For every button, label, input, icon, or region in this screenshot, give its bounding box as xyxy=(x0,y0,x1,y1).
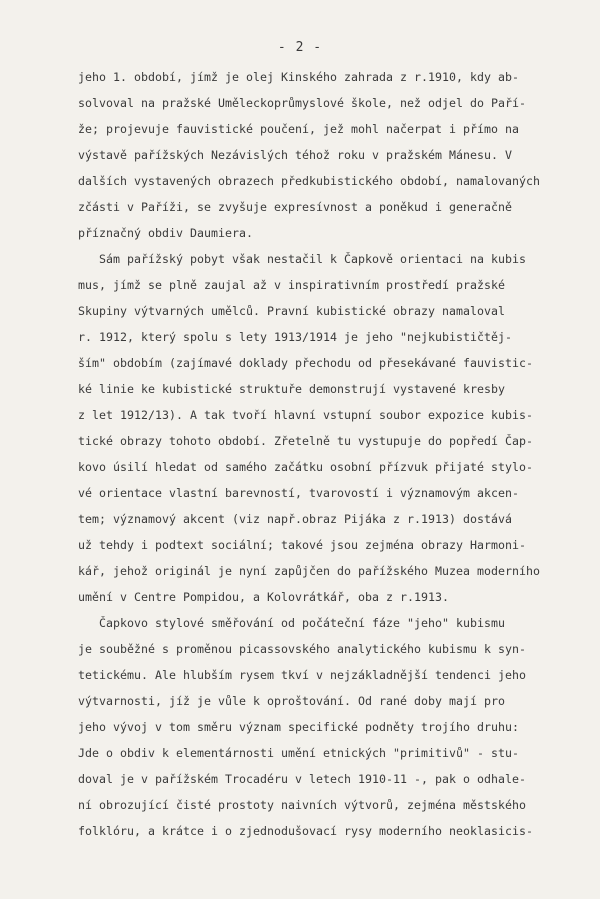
text-line: je souběžné s proměnou picassovského analytického kubismu k syn- xyxy=(78,642,527,656)
text-line: výstavě pařížských Nezávislých téhož roku v pražském Mánesu. V xyxy=(78,148,513,162)
typewritten-text xyxy=(78,64,593,844)
text-line: dalších vystavených obrazech předkubistického období, namalovaných xyxy=(78,174,541,188)
text-line: folklóru, a krátce i o zjednodušovací rysy moderního neoklasicis- xyxy=(78,824,534,838)
text-line: už tehdy i podtext sociální; takové jsou zejména obrazy Harmoni- xyxy=(78,538,527,552)
text-line: tem; významový akcent (viz např.obraz Pijáka z r.1913) dostává xyxy=(78,512,513,526)
text-line: vé orientace vlastní barevností, tvarovostí i významovým akcen- xyxy=(78,486,520,500)
text-line: z let 1912/13). A tak tvoří hlavní vstupní soubor expozice kubis- xyxy=(78,408,534,422)
text-line: výtvarnosti, jíž je vůle k oproštování. Od rané doby mají pro xyxy=(78,694,506,708)
text-line: Čapkovo stylové směřování od počáteční fáze "jeho" kubismu xyxy=(78,616,506,630)
text-line: zčásti v Paříži, se zvyšuje expresívnost a poněkud i generačně xyxy=(78,200,513,214)
text-line: Skupiny výtvarných umělců. Pravní kubistické obrazy namaloval xyxy=(78,304,506,318)
text-line: r. 1912, který spolu s lety 1913/1914 je jeho "nejkubističtěj- xyxy=(78,330,513,344)
text-line: tetickému. Ale hlubším rysem tkví v nejzákladnější tendenci jeho xyxy=(78,668,527,682)
text-line: jeho 1. období, jímž je olej Kinského zahrada z r.1910, kdy ab- xyxy=(78,70,520,84)
text-line: tické obrazy tohoto období. Zřetelně tu vystupuje do popředí Čap- xyxy=(78,434,534,448)
text-line: Sám pařížský pobyt však nestačil k Čapkově orientaci na kubis xyxy=(78,252,527,266)
text-line: příznačný obdiv Daumiera. xyxy=(78,226,254,240)
text-line: ní obrozující čisté prostoty naivních výtvorů, zejména městského xyxy=(78,798,527,812)
text-line: že; projevuje fauvistické poučení, jež mohl načerpat i přímo na xyxy=(78,122,520,136)
text-line: doval je v pařížském Trocadéru v letech 1910-11 -, pak o odhale- xyxy=(78,772,527,786)
text-line: ké linie ke kubistické struktuře demonstrují vystavené kresby xyxy=(78,382,506,396)
text-line: ším" obdobím (zajímavé doklady přechodu od přesekávané fauvistic- xyxy=(78,356,534,370)
text-line: jeho vývoj v tom směru význam specifické podněty trojího druhu: xyxy=(78,720,520,734)
text-line: solvoval na pražské Uměleckoprůmyslové škole, než odjel do Paří- xyxy=(78,96,527,110)
text-line: kovo úsilí hledat od samého začátku osobní přízvuk přijaté stylo- xyxy=(78,460,534,474)
text-line: mus, jímž se plně zaujal až v inspirativním prostředí pražské xyxy=(78,278,506,292)
text-line: umění v Centre Pompidou, a Kolovrátkář, oba z r.1913. xyxy=(78,590,450,604)
text-line: kář, jehož originál je nyní zapůjčen do pařížského Muzea moderního xyxy=(78,564,541,578)
text-line: Jde o obdiv k elementárnosti umění etnických "primitivů" - stu- xyxy=(78,746,520,760)
page-number: - 2 - xyxy=(277,40,323,55)
